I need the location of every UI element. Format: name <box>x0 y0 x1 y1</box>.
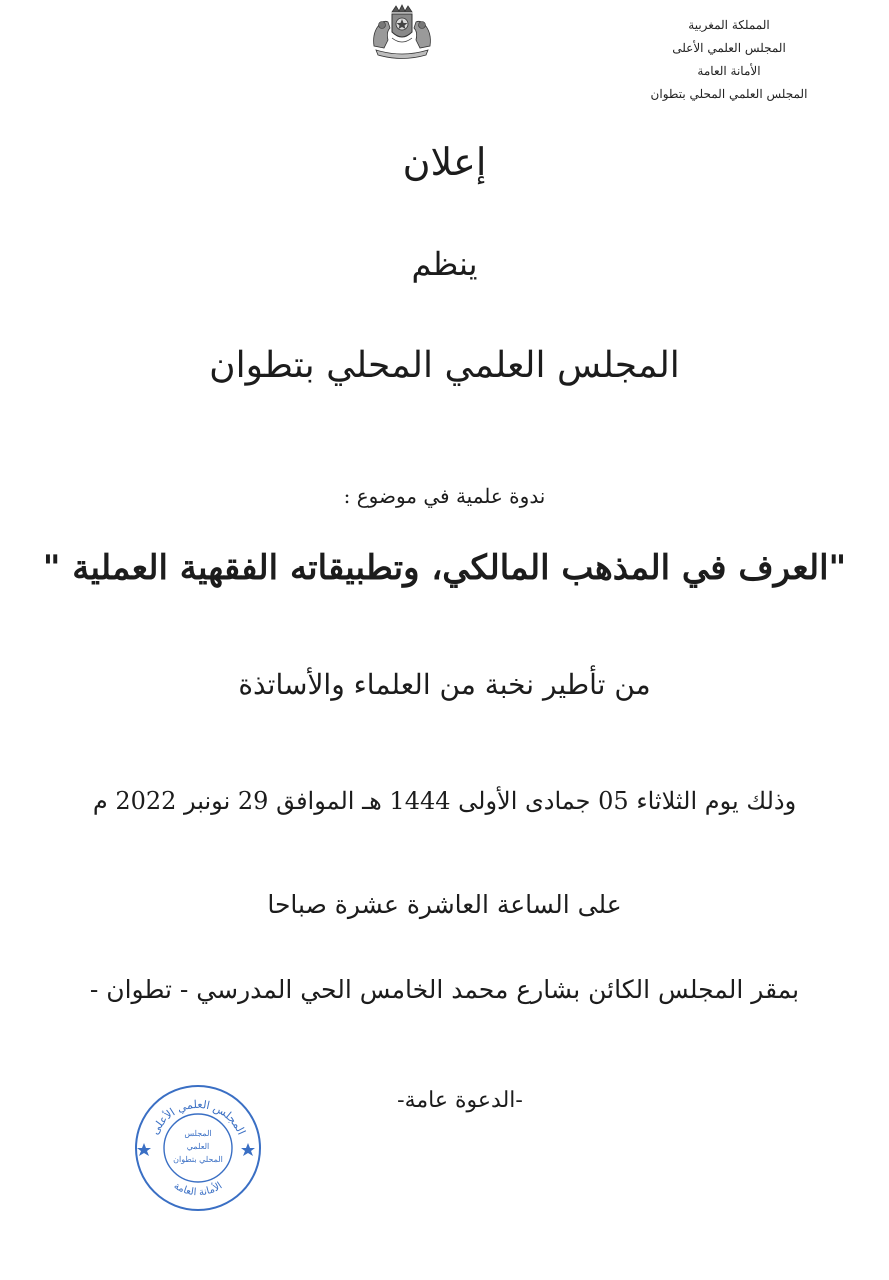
header-line: المجلس العلمي المحلي بتطوان <box>650 87 808 101</box>
organizes-label: ينظم <box>411 245 478 283</box>
svg-text:المحلي بتطوان: المحلي بتطوان <box>173 1155 223 1164</box>
svg-text:العلمي: العلمي <box>186 1142 210 1151</box>
presenters-line: من تأطير نخبة من العلماء والأساتذة <box>238 668 651 701</box>
event-date: وذلك يوم الثلاثاء 05 جمادى الأولى 1444 هـ الموافق 29 نونبر 2022 م <box>92 787 797 815</box>
event-time: على الساعة العاشرة عشرة صباحا <box>267 890 622 919</box>
organizer-name: المجلس العلمي المحلي بتطوان <box>209 345 680 386</box>
header-line: المجلس العلمي الأعلى <box>672 41 786 55</box>
coat-of-arms-icon <box>362 2 442 60</box>
seminar-intro: ندوة علمية في موضوع : <box>343 484 546 508</box>
announcement-title: إعلان <box>402 140 487 184</box>
issuer-header <box>619 14 839 106</box>
svg-text:الأمانة العامة: الأمانة العامة <box>171 1180 225 1199</box>
header-line: الأمانة العامة <box>697 64 761 78</box>
public-invitation: -الدعوة عامة- <box>397 1088 523 1113</box>
svg-text:المجلس: المجلس <box>184 1129 212 1138</box>
official-stamp <box>132 1082 264 1214</box>
svg-text:المجلس العلمي الأعلى: المجلس العلمي الأعلى <box>148 1097 248 1137</box>
seminar-topic: "العرف في المذهب المالكي، وتطبيقاته الفقهية العملية " <box>42 548 847 588</box>
header-line: المملكة المغربية <box>688 18 770 32</box>
event-venue: بمقر المجلس الكائن بشارع محمد الخامس الحي المدرسي - تطوان - <box>89 975 800 1004</box>
